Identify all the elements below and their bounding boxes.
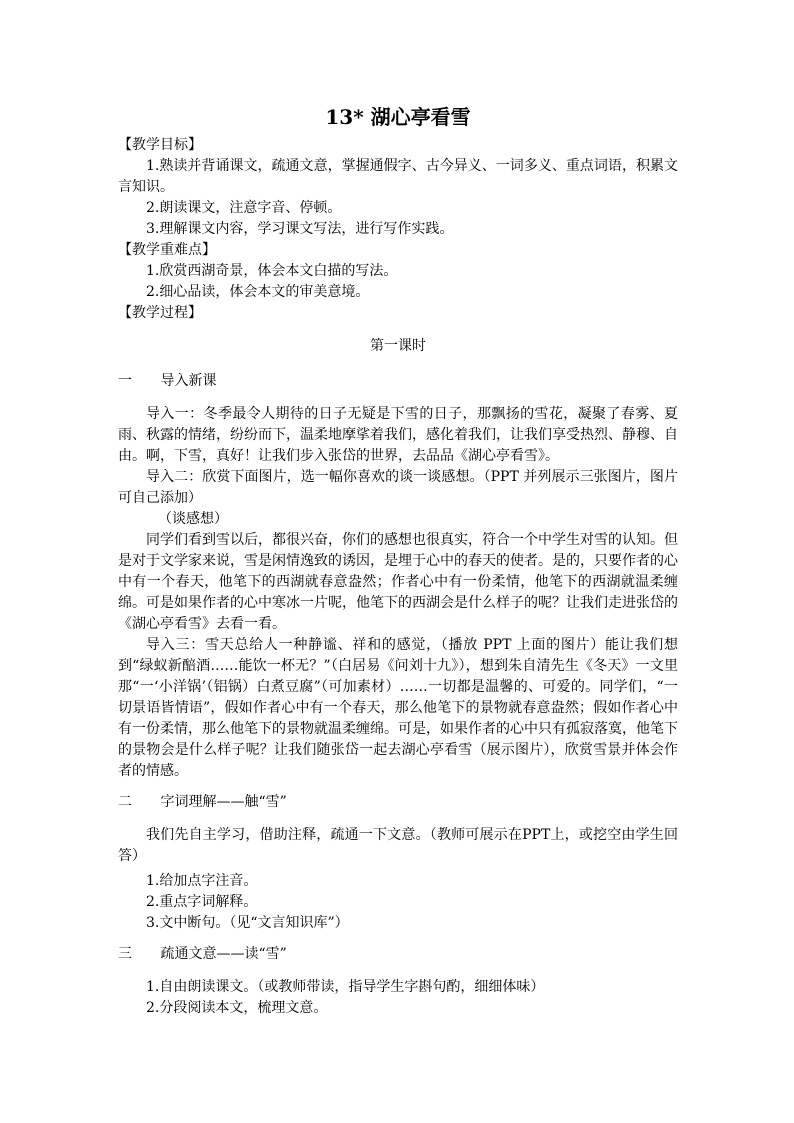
- part-1-paragraph-5: 导入三：雪天总给人一种静谧、祥和的感觉，（播放 PPT 上面的图片）能让我们想到“绿蚁新醅酒……能饮一杯无？”（白居易《问刘十九》），想到朱自清先生《冬天》一文里那“一‘小洋锅’（铝锅）白煮豆腐”（可加素材）……一切都是温馨的、可爱的。同学们，“一切景语皆情语”，假如作者心中有一个春天，那么他笔下的景物就春意盎然；假如作者心中有一份柔情，那么他笔下的景物就温柔缠绵。可是，如果作者的心中只有孤寂落寞，他笔下的景物会是什么样子呢？让我们随张岱一起去湖心亭看雪（展示图片），欣赏雪景并体会作者的情感。: [118, 637, 678, 779]
- part-3-title: 疏通文意——读“雪”: [160, 946, 287, 962]
- key-point-item-1: 1.欣赏西湖奇景，体会本文白描的写法。: [146, 263, 398, 279]
- part-2-item-2: 2.重点字词解释。: [146, 894, 258, 910]
- objective-item-1: 1.熟读并背诵课文，疏通文意，掌握通假字、古今异义、一词多义、重点词语，积累文言知识。: [118, 158, 678, 195]
- part-2-number: 二: [118, 794, 132, 810]
- objective-item-3: 3.理解课文内容，学习课文写法，进行写作实践。: [146, 221, 454, 237]
- part-1-title: 导入新课: [160, 373, 217, 389]
- key-points-heading: 【教学重难点】: [118, 242, 216, 258]
- lesson-title: 第一课时: [370, 338, 426, 354]
- part-3-number: 三: [118, 946, 132, 962]
- part-1-paragraph-1: 导入一：冬季最令人期待的日子无疑是下雪的日子，那飘扬的雪花，凝聚了春雾、夏雨、秋露的情绪，纷纷而下，温柔地摩挲着我们，感化着我们，让我们享受热烈、静穆、自由。啊，下雪，真好！让我们步入张岱的世界，去品品《湖心亭看雪》。: [118, 406, 678, 464]
- document-title: 13* 湖心亭看雪: [325, 105, 471, 129]
- part-2-title: 字词理解——触“雪”: [160, 794, 287, 810]
- part-1-heading: [118, 371, 678, 392]
- part-2-item-3: 3.文中断句。（见“文言知识库”）: [146, 915, 349, 931]
- part-3-heading: [118, 944, 678, 965]
- part-2-heading: [118, 792, 678, 813]
- part-1-number: 一: [118, 373, 132, 389]
- part-1-paragraph-2: 导入二：欣赏下面图片，选一幅你喜欢的谈一谈感想。（PPT 并列展示三张图片，图片可自己添加）: [118, 469, 678, 506]
- key-point-item-2: 2.细心品读，体会本文的审美意境。: [146, 284, 370, 300]
- part-1-paragraph-3: （谈感想）: [158, 511, 228, 527]
- part-2-paragraph-1: 我们先自主学习，借助注释，疏通一下文意。（教师可展示在PPT上，或挖空由学生回答）: [118, 827, 678, 864]
- part-2-item-1: 1.给加点字注音。: [146, 873, 258, 889]
- part-3-item-2: 2.分段阅读本文，梳理文意。: [146, 1000, 328, 1016]
- document-content: [118, 101, 678, 1019]
- process-heading: 【教学过程】: [118, 305, 202, 321]
- objective-item-2: 2.朗读课文，注意字音、停顿。: [146, 200, 342, 216]
- part-1-paragraph-4: 同学们看到雪以后，都很兴奋，你们的感想也很真实，符合一个中学生对雪的认知。但是对于文学家来说，雪是闲情逸致的诱因，是埋于心中的春天的使者。是的，只要作者的心中有一个春天，他笔下的西湖就春意盎然；作者心中有一份柔情，他笔下的西湖就温柔缠绵。可是如果作者的心中寒冰一片呢，他笔下的西湖会是什么样子的呢？让我们走进张岱的《湖心亭看雪》去看一看。: [118, 532, 678, 632]
- objectives-heading: 【教学目标】: [118, 137, 202, 153]
- part-3-item-1: 1.自由朗读课文。（或教师带读，指导学生字斟句酌，细细体味）: [146, 979, 545, 995]
